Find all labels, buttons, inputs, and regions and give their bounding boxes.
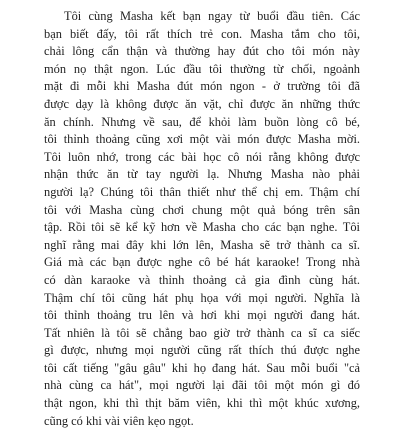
text-line: bạn biết đấy, tôi rất thích trẻ con. Masha tắm cho tôi, [44,26,360,41]
text-line: Tôi luôn nhớ, trong các bài học cô nói rằng không được [44,149,360,164]
text-line: nghĩ rằng mai đây khi lớn lên, Masha sẽ trở thành ca sĩ. [44,237,360,252]
text-line: chải lông cẩn thận và thường hay đút cho tôi món này [44,44,360,59]
text-line: Tất nhiên là tôi sẽ chẳng bao giờ trở thành ca sĩ ca siếc [44,325,360,340]
text-line: Giá mà các bạn được nghe cô bé hát karaoke! Trong nhà [44,255,360,270]
text-line: người lạ? Chúng tôi thân thiết như thể chị em. Thậm chí [44,184,360,199]
text-line: gì được, nhưng mọi người cũng rất thích thú được nghe [44,343,360,358]
text-line: ăn chính. Nhưng về sau, để khỏi làm buồn lòng cô bé, [44,114,360,129]
text-line: nhà cùng ca hát", mọi người lại đãi tôi một món gì đó [44,378,360,393]
text-line: cũng có khi vài viên kẹo ngọt. [44,413,194,428]
text-line: Tôi cùng Masha kết bạn ngay từ buổi đầu tiên. Các [64,9,360,23]
text-line: nhận thức ăn từ tay người lạ. Nhưng Masha nào phải [44,167,360,182]
text-line: mặt đi mỗi khi Masha đút món ngon - ở trường tôi đã [44,79,360,94]
text-line: món nọ thật ngon. Lúc đầu tôi thường từ chối, ngoảnh [44,61,360,76]
text-line: tôi thỉnh thoảng cũng xơi một vài món được Masha mời. [44,132,360,147]
text-line: được dạy là không được ăn vặt, chỉ được ăn những thức [44,96,360,111]
text-line: tôi cất tiếng "gâu gâu" khi họ đang hát. Sau mỗi buổi "cả [44,360,360,375]
text-line: thật ngon, khi thì thịt băm viên, khi thì một khúc xương, [44,396,360,411]
paragraph [44,8,360,430]
text-line: tôi thỉnh thoảng tru lên và hơi khi mọi người đang hát. [44,308,360,323]
text-line: Thậm chí tôi cũng hát phụ họa với mọi người. Nghĩa là [44,290,360,305]
text-line: tôi với Masha cùng chơi chung một quả bóng trên sân [44,202,360,217]
text-line: tập. Rồi tôi sẽ kể kỹ hơn về Masha cho các bạn nghe. Tôi [44,220,360,235]
text-line: có dàn karaoke và thỉnh thoảng cả gia đình cùng hát. [44,272,360,287]
